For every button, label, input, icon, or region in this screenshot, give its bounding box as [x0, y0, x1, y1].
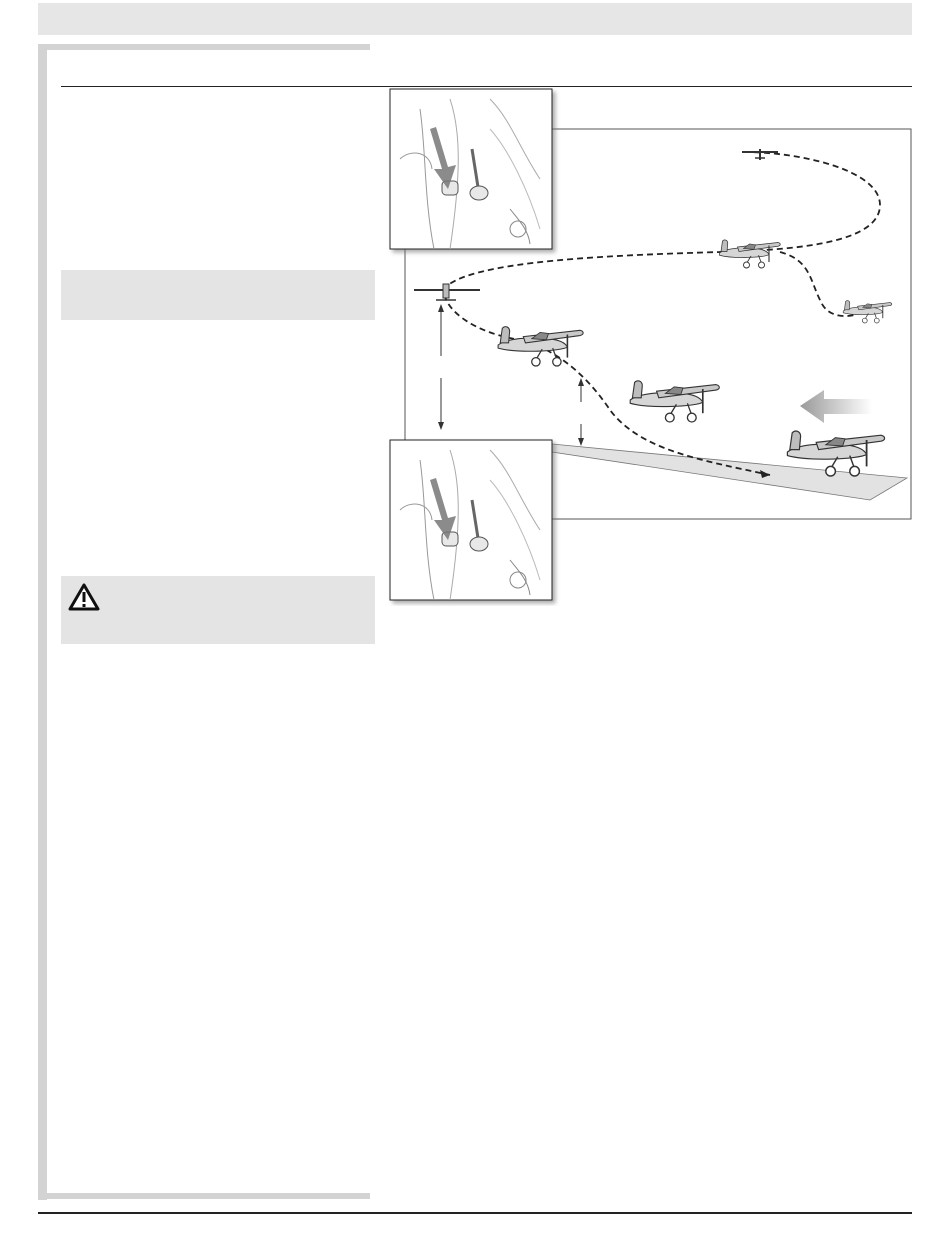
header-bar: [38, 3, 912, 35]
warning-triangle-icon: [68, 582, 100, 612]
note-box: [61, 270, 375, 320]
landing-diagram: [385, 86, 915, 606]
page-frame-bottom: [38, 1193, 370, 1199]
warning-box: [61, 576, 375, 644]
page-frame-top: [38, 44, 370, 50]
throttle-switch-inset-bottom: [390, 440, 552, 600]
page-frame-left: [38, 44, 47, 1200]
footer-rule: [38, 1212, 912, 1214]
throttle-switch-inset-top: [390, 89, 552, 249]
